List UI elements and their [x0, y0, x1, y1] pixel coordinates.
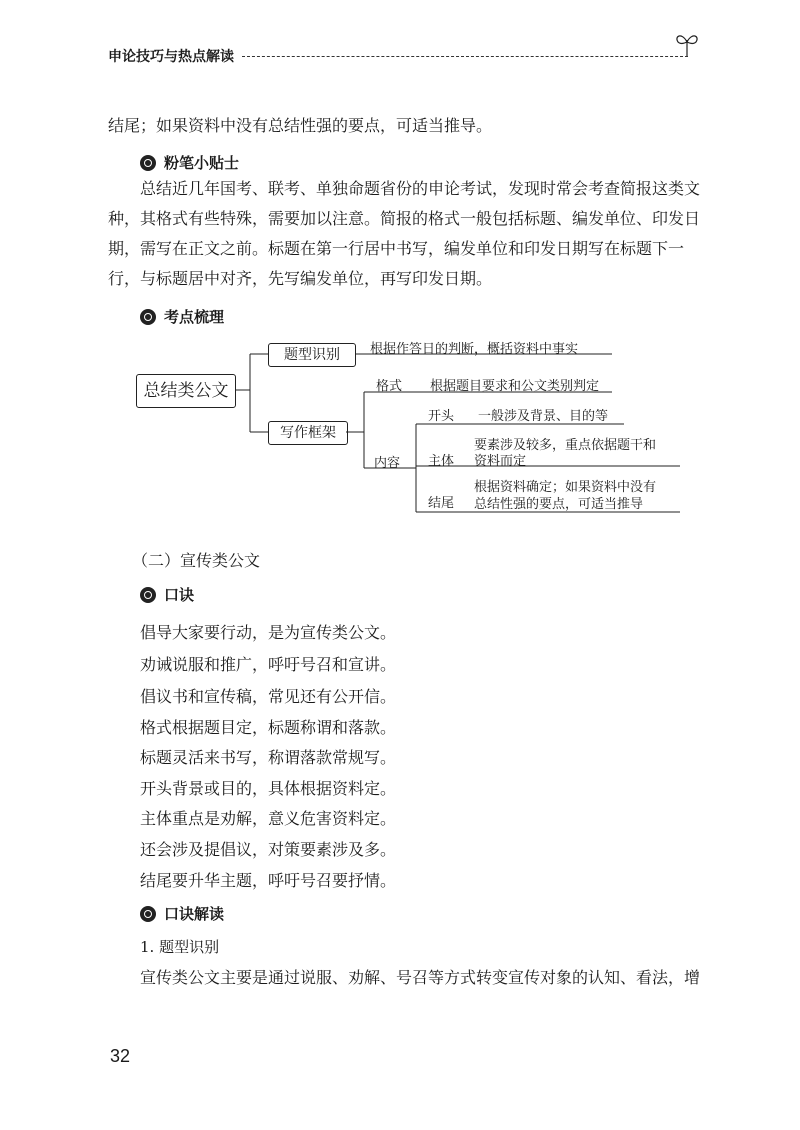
- ending-desc-line1: 根据资料确定；如果资料中没有: [474, 480, 657, 495]
- node-content: 内容: [374, 456, 401, 471]
- running-header: 申论技巧与热点解读: [108, 49, 234, 65]
- body-desc-line2: 资料而定: [474, 454, 527, 469]
- rhyme-line: 劝诫说服和推广，呼吁号召和宣讲。: [140, 655, 397, 674]
- tip-paragraph: 总结近几年国考、联考、单独命题省份的申论考试，发现时常会考查简报这类文种，其格式有些特殊，需要加以注意。简报的格式一般包括标题、编发单位、印发日期，需写在正文之前。标题在第一行居中书写，编发单位和印发日期写在标题下一行，与标题居中对齐，先写编发单位，再写印发日期。: [108, 179, 701, 288]
- rhyme-line: 倡导大家要行动，是为宣传类公文。: [140, 623, 397, 642]
- intro-paragraph: 结尾；如果资料中没有总结性强的要点，可适当推导。: [108, 116, 493, 135]
- interpret-subheading: 1. 题型识别: [140, 938, 220, 956]
- interpret-heading: [140, 903, 224, 924]
- identify-desc: 根据作答日的判断，概括资料中事实: [370, 342, 579, 357]
- mind-map-root: 总结类公文: [136, 374, 236, 408]
- review-heading-text: 考点梳理: [164, 308, 225, 326]
- tip-heading-text: 粉笔小贴士: [164, 154, 240, 172]
- rhyme-line: 标题灵活来书写，称谓落款常规写。: [140, 748, 397, 767]
- rhyme-icon: [140, 587, 156, 603]
- page-number: 32: [110, 1046, 131, 1066]
- node-opening: 开头: [428, 409, 455, 424]
- rhyme-line: 结尾要升华主题，呼吁号召要抒情。: [140, 871, 397, 890]
- body-desc-line1: 要素涉及较多，重点依据题干和: [474, 438, 657, 453]
- opening-desc: 一般涉及背景、目的等: [478, 409, 609, 424]
- interpret-heading-text: 口诀解读: [164, 905, 225, 923]
- interpret-icon: [140, 906, 156, 922]
- rhyme-line: 主体重点是劝解，意义危害资料定。: [140, 809, 397, 828]
- node-format: 格式: [376, 379, 403, 394]
- format-desc: 根据题目要求和公文类别判定: [430, 379, 600, 394]
- rhyme-heading-text: 口诀: [164, 586, 195, 604]
- node-ending: 结尾: [428, 496, 455, 511]
- node-body: 主体: [428, 454, 455, 469]
- node-identify: 题型识别: [268, 343, 356, 367]
- rhyme-line: 格式根据题目定，标题称谓和落款。: [140, 718, 397, 737]
- ending-desc-line2: 总结性强的要点，可适当推导: [474, 497, 644, 512]
- interpret-paragraph: 宣传类公文主要是通过说服、劝解、号召等方式转变宣传对象的认知、看法，增: [140, 968, 701, 987]
- node-framework: 写作框架: [268, 421, 348, 445]
- rhyme-line: 倡议书和宣传稿，常见还有公开信。: [140, 687, 397, 706]
- rhyme-line: 还会涉及提倡议，对策要素涉及多。: [140, 840, 397, 859]
- rhyme-heading: [140, 584, 194, 605]
- rhyme-line: 开头背景或目的，具体根据资料定。: [140, 779, 397, 798]
- section-title: （二）宣传类公文: [132, 551, 261, 570]
